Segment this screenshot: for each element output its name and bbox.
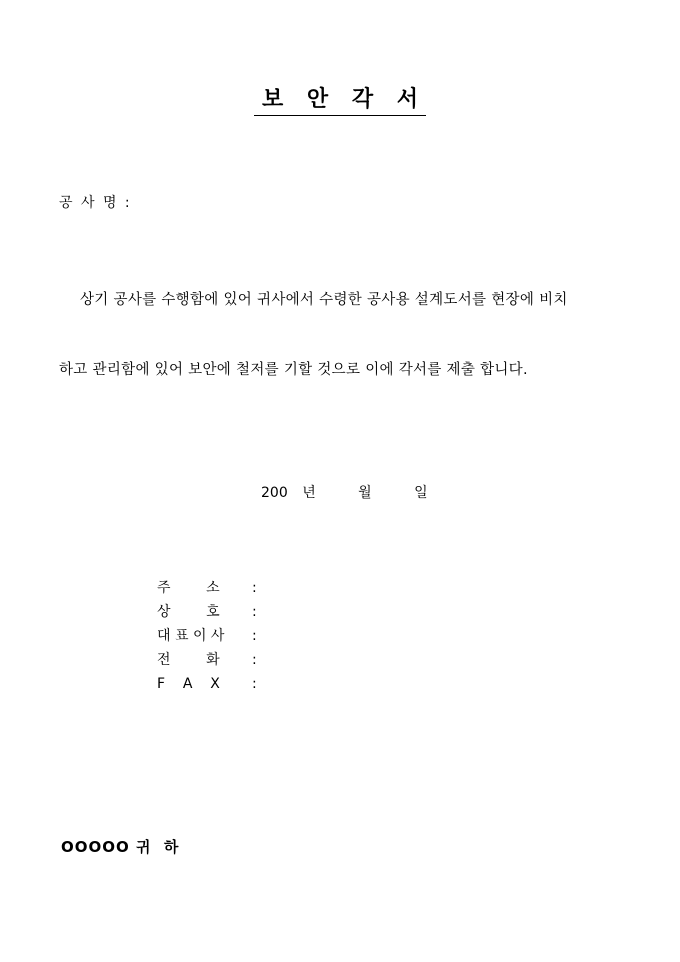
info-row-fax (157, 672, 262, 696)
date-year: 200 (261, 485, 288, 501)
info-label-address: 주 소 (157, 580, 220, 596)
info-row-phone (157, 648, 262, 672)
body-text-line-1: 상기 공사를 수행함에 있어 귀사에서 수령한 공사용 설계도서를 현장에 비치 (80, 292, 568, 308)
info-label-phone: 전 화 (157, 652, 220, 668)
info-row-company (157, 600, 262, 624)
date-year-unit: 년 (302, 485, 316, 501)
info-row-ceo (157, 624, 262, 648)
info-label-fax: F A X (157, 676, 220, 692)
info-colon: : (252, 628, 257, 644)
date-month-unit: 월 (358, 485, 372, 501)
date-line (261, 482, 428, 502)
company-info-block (157, 576, 262, 696)
date-day-unit: 일 (414, 485, 428, 501)
info-row-address (157, 576, 262, 600)
info-colon: : (252, 604, 257, 620)
info-colon: : (252, 580, 257, 596)
info-colon: : (252, 676, 257, 692)
info-label-company: 상 호 (157, 604, 220, 620)
info-label-ceo: 대 표 이 사 (157, 628, 225, 644)
project-name-label: 공 사 명 : (59, 195, 132, 211)
document-title: 보 안 각 서 (254, 82, 426, 116)
info-colon: : (252, 652, 257, 668)
body-text-line-2: 하고 관리함에 있어 보안에 철저를 기할 것으로 이에 각서를 제출 합니다. (59, 362, 528, 378)
document-title-wrapper (0, 76, 680, 116)
addressee: OOOOO 귀 하 (61, 838, 180, 856)
